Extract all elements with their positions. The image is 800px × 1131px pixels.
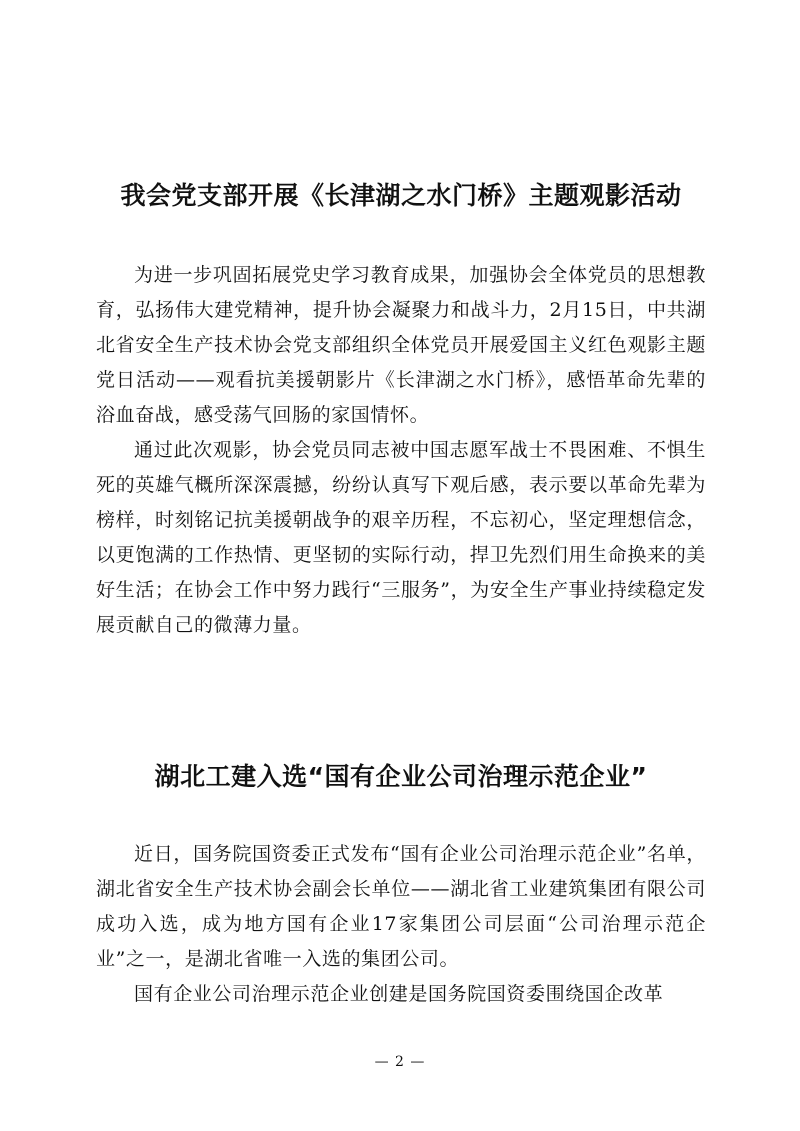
article-2-body bbox=[96, 837, 706, 1012]
article-1-paragraph-1: 为进一步巩固拓展党史学习教育成果，加强协会全体党员的思想教育，弘扬伟大建党精神，提升协会凝聚力和战斗力，2月15日，中共湖北省安全生产技术协会党支部组织全体党员开展爱国主义红色观影主题党日活动——观看抗美援朝影片《长津湖之水门桥》，感悟革命先辈的浴血奋战，感受荡气回肠的家国情怀。 bbox=[96, 264, 706, 426]
article-2-paragraph-1: 近日，国务院国资委正式发布“国有企业公司治理示范企业”名单，湖北省安全生产技术协会副会长单位——湖北省工业建筑集团有限公司成功入选，成为地方国有企业17家集团公司层面“公司治理示范企业”之一，是湖北省唯一入选的集团公司。 bbox=[96, 843, 706, 970]
article-1-body bbox=[96, 258, 706, 643]
article-2-title: 湖北工建入选“国有企业公司治理示范企业” bbox=[154, 762, 648, 791]
page-number: — 2 — bbox=[374, 1054, 426, 1070]
article-1-paragraph-2: 通过此次观影，协会党员同志被中国志愿军战士不畏困难、不惧生死的英雄气概所深深震撼，纷纷认真写下观后感，表示要以革命先辈为榜样，时刻铭记抗美援朝战争的艰辛历程，不忘初心，坚定理想信念，以更饱满的工作热情、更坚韧的实际行动，捍卫先烈们用生命换来的美好生活；在协会工作中努力践行“三服务”，为安全生产事业持续稳定发展贡献自己的微薄力量。 bbox=[96, 439, 706, 636]
article-1-title: 我会党支部开展《长津湖之水门桥》主题观影活动 bbox=[120, 181, 682, 210]
article-2-paragraph-2: 国有企业公司治理示范企业创建是国务院国资委围绕国企改革 bbox=[134, 983, 664, 1005]
